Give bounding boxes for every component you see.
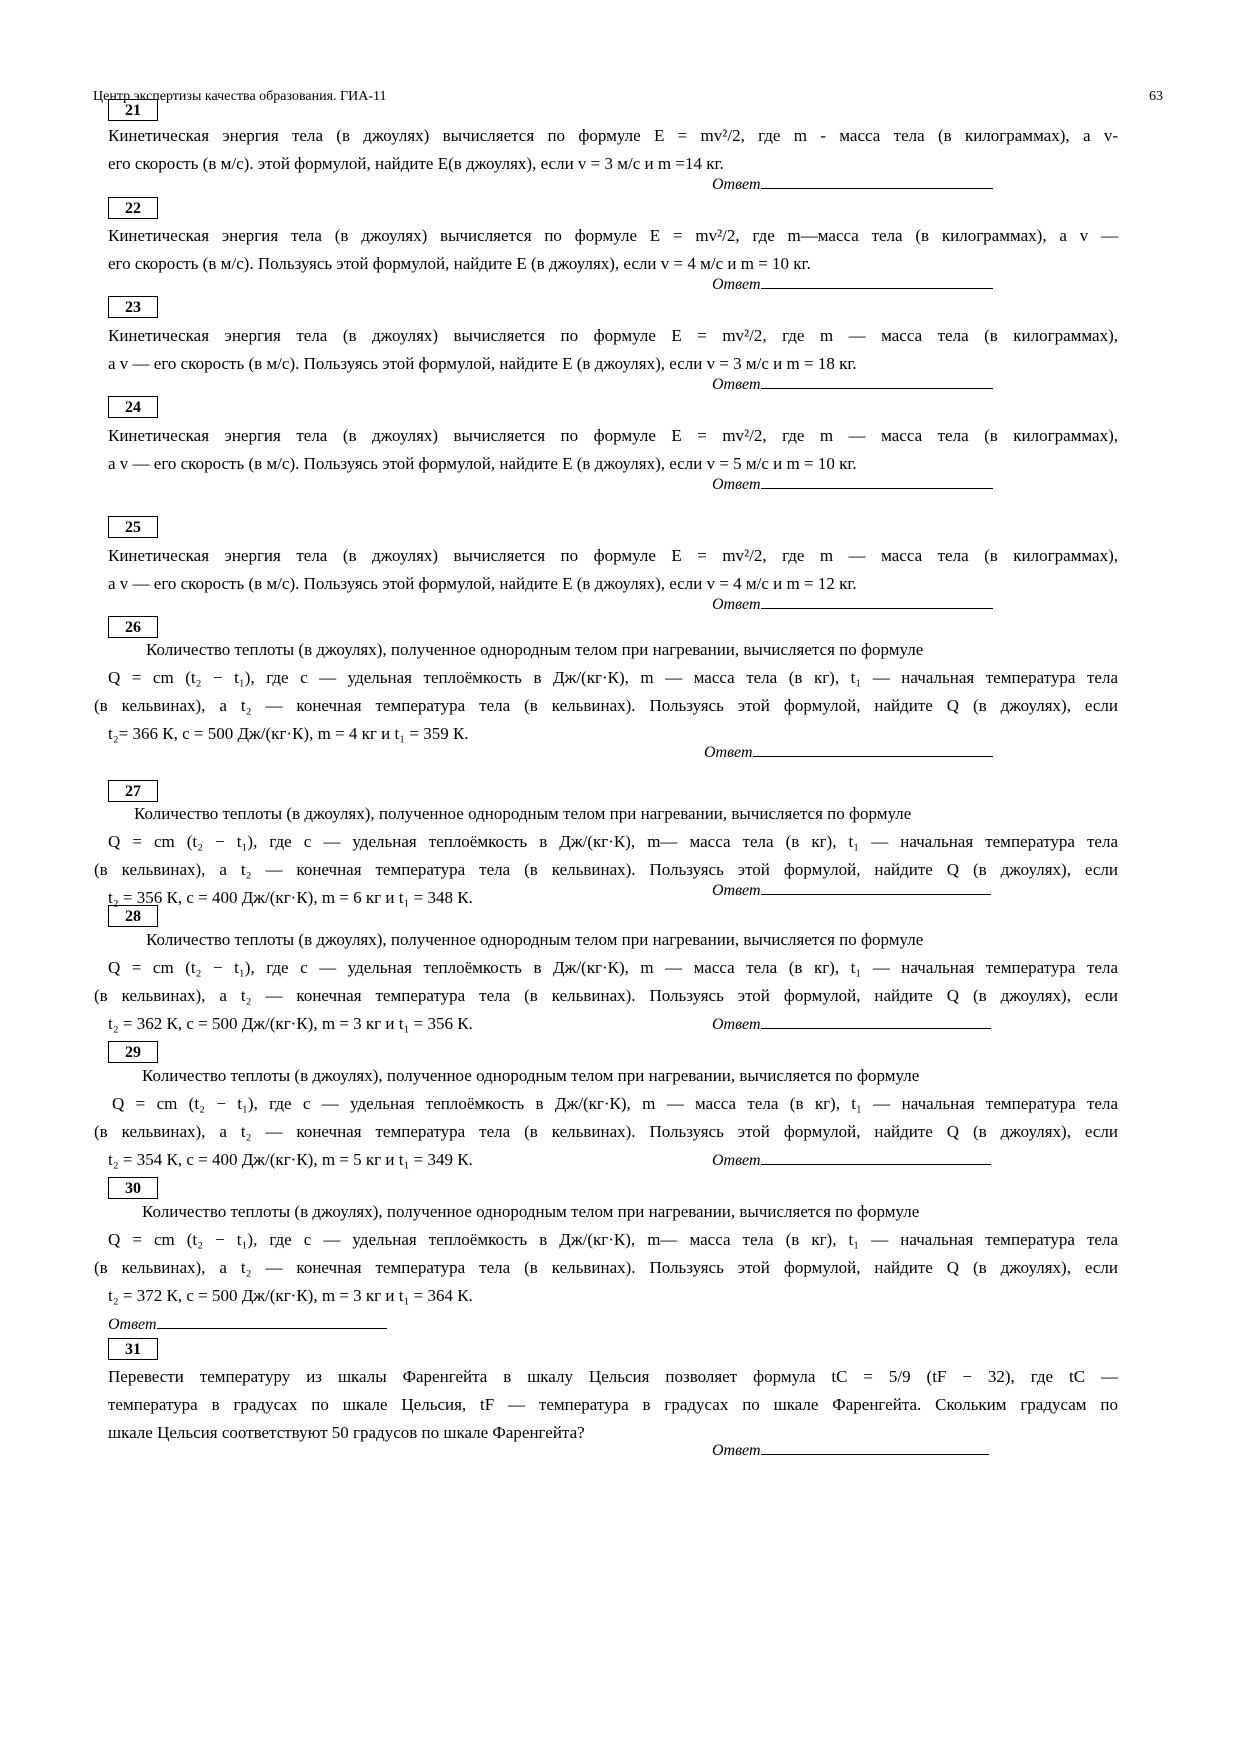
task-line: Кинетическая энергия тела (в джоулях) вычисляется по формуле E = mv²/2, где m — масса тела (в килограммах), xyxy=(108,426,1118,445)
task-number: 23 xyxy=(108,296,158,318)
answer-label: Ответ xyxy=(108,1316,157,1333)
task-line: t₂ = 372 К, c = 500 Дж/(кг·К), m = 3 кг и t₁ = 364 К. xyxy=(108,1286,473,1305)
task-line: Q = cm (t₂ − t₁), где c — удельная теплоёмкость в Дж/(кг·К), m — масса тела (в кг), t₁ — начальная температура тела xyxy=(108,668,1118,687)
task-26 xyxy=(94,636,1118,748)
answer-field[interactable] xyxy=(704,740,993,762)
task-number: 26 xyxy=(108,616,158,638)
page-header xyxy=(93,89,1163,105)
task-line: (в кельвинах), а t₂ — конечная температура тела (в кельвинах). Пользуясь этой формулой, найдите Q (в джоулях), если xyxy=(94,1258,1118,1277)
answer-label: Ответ xyxy=(712,476,761,493)
task-line: Перевести температуру из шкалы Фаренгейта в шкалу Цельсия позволяет формула tC = 5/9 (tF − 32), где tC — xyxy=(108,1367,1118,1386)
task-number: 22 xyxy=(108,197,158,219)
task-line: а v — его скорость (в м/с). Пользуясь этой формулой, найдите E (в джоулях), если v = 3 м/с и m = 18 кг. xyxy=(108,354,857,373)
task-number: 29 xyxy=(108,1041,158,1063)
answer-label: Ответ xyxy=(704,744,753,761)
answer-label: Ответ xyxy=(712,596,761,613)
task-line: Кинетическая энергия тела (в джоулях) вычисляется по формуле E = mv²/2, где m - масса тела (в килограммах), а v- xyxy=(108,126,1118,145)
task-line: Количество теплоты (в джоулях), полученное однородным телом при нагревании, вычисляется по формуле xyxy=(134,804,912,823)
page-number: 63 xyxy=(1149,89,1163,104)
answer-field[interactable] xyxy=(712,1012,991,1034)
task-line: t₂ = 356 К, c = 400 Дж/(кг·К), m = 6 кг и t₁ = 348 К. xyxy=(108,888,473,907)
task-line: Q = cm (t₂ − t₁), где c — удельная теплоёмкость в Дж/(кг·К), m— масса тела (в кг), t₁ — начальная температура тела xyxy=(108,832,1118,851)
task-line: Q = cm (t₂ − t₁), где c — удельная теплоёмкость в Дж/(кг·К), m— масса тела (в кг), t₁ — начальная температура тела xyxy=(108,1230,1118,1249)
task-line: Кинетическая энергия тела (в джоулях) вычисляется по формуле E = mv²/2, где m—масса тела (в килограммах), а v — xyxy=(108,226,1118,245)
task-line: а v — его скорость (в м/с). Пользуясь этой формулой, найдите E (в джоулях), если v = 5 м/с и m = 10 кг. xyxy=(108,454,857,473)
task-line: Количество теплоты (в джоулях), полученное однородным телом при нагревании, вычисляется по формуле xyxy=(146,930,924,949)
answer-label: Ответ xyxy=(712,1442,761,1459)
task-line: Q = cm (t₂ − t₁), где c — удельная теплоёмкость в Дж/(кг·К), m — масса тела (в кг), t₁ — начальная температура тела xyxy=(112,1094,1118,1113)
answer-field[interactable] xyxy=(712,1148,991,1170)
task-line: Количество теплоты (в джоулях), полученное однородным телом при нагревании, вычисляется по формуле xyxy=(146,640,924,659)
header-title: Центр экспертизы качества образования. ГИА-11 xyxy=(93,89,387,104)
answer-field[interactable] xyxy=(712,878,991,900)
task-line: температура в градусах по шкале Цельсия, tF — температура в градусах по шкале Фаренгейта. Скольким градусам по xyxy=(108,1395,1118,1414)
answer-label: Ответ xyxy=(712,176,761,193)
task-number: 30 xyxy=(108,1177,158,1199)
task-23 xyxy=(108,322,1118,378)
task-22 xyxy=(108,222,1118,278)
task-number: 27 xyxy=(108,780,158,802)
task-number: 21 xyxy=(108,99,158,121)
task-30 xyxy=(94,1198,1118,1310)
answer-label: Ответ xyxy=(712,276,761,293)
task-line: Кинетическая энергия тела (в джоулях) вычисляется по формуле E = mv²/2, где m — масса тела (в килограммах), xyxy=(108,546,1118,565)
task-number: 28 xyxy=(108,905,158,927)
answer-label: Ответ xyxy=(712,1152,761,1169)
task-line: (в кельвинах), а t₂ — конечная температура тела (в кельвинах). Пользуясь этой формулой, найдите Q (в джоулях), если xyxy=(94,1122,1118,1141)
task-line: t₂ = 354 К, c = 400 Дж/(кг·К), m = 5 кг и t₁ = 349 К. xyxy=(108,1150,473,1169)
answer-field[interactable] xyxy=(712,1438,989,1460)
task-line: Q = cm (t₂ − t₁), где c — удельная теплоёмкость в Дж/(кг·К), m — масса тела (в кг), t₁ — начальная температура тела xyxy=(108,958,1118,977)
task-line: t₂= 366 К, c = 500 Дж/(кг·К), m = 4 кг и t₁ = 359 К. xyxy=(108,724,469,743)
task-line: Количество теплоты (в джоулях), полученное однородным телом при нагревании, вычисляется по формуле xyxy=(142,1066,920,1085)
answer-field[interactable] xyxy=(712,472,993,494)
task-number: 25 xyxy=(108,516,158,538)
answer-field[interactable] xyxy=(712,372,993,394)
task-number: 31 xyxy=(108,1338,158,1360)
answer-field[interactable] xyxy=(712,172,993,194)
answer-label: Ответ xyxy=(712,882,761,899)
task-line: Количество теплоты (в джоулях), полученное однородным телом при нагревании, вычисляется по формуле xyxy=(142,1202,920,1221)
answer-label: Ответ xyxy=(712,1016,761,1033)
task-line: (в кельвинах), а t₂ — конечная температура тела (в кельвинах). Пользуясь этой формулой, найдите Q (в джоулях), если xyxy=(94,696,1118,715)
task-number: 24 xyxy=(108,396,158,418)
task-24 xyxy=(108,422,1118,478)
answer-label: Ответ xyxy=(712,376,761,393)
answer-field[interactable] xyxy=(108,1312,387,1334)
task-line: t₂ = 362 К, c = 500 Дж/(кг·К), m = 3 кг и t₁ = 356 К. xyxy=(108,1014,473,1033)
task-line: (в кельвинах), а t₂ — конечная температура тела (в кельвинах). Пользуясь этой формулой, найдите Q (в джоулях), если xyxy=(94,860,1118,879)
answer-field[interactable] xyxy=(712,272,993,294)
task-line: шкале Цельсия соответствуют 50 градусов по шкале Фаренгейта? xyxy=(108,1423,585,1442)
task-line: (в кельвинах), а t₂ — конечная температура тела (в кельвинах). Пользуясь этой формулой, найдите Q (в джоулях), если xyxy=(94,986,1118,1005)
answer-field[interactable] xyxy=(712,592,993,614)
task-line: а v — его скорость (в м/с). Пользуясь этой формулой, найдите E (в джоулях), если v = 4 м/с и m = 12 кг. xyxy=(108,574,857,593)
task-31 xyxy=(108,1363,1118,1447)
task-line: Кинетическая энергия тела (в джоулях) вычисляется по формуле E = mv²/2, где m — масса тела (в килограммах), xyxy=(108,326,1118,345)
task-25 xyxy=(108,542,1118,598)
task-line: его скорость (в м/с). этой формулой, найдите E(в джоулях), если v = 3 м/с и m =14 кг. xyxy=(108,154,724,173)
task-line: его скорость (в м/с). Пользуясь этой формулой, найдите E (в джоулях), если v = 4 м/с и m = 10 кг. xyxy=(108,254,811,273)
task-21 xyxy=(108,122,1118,178)
